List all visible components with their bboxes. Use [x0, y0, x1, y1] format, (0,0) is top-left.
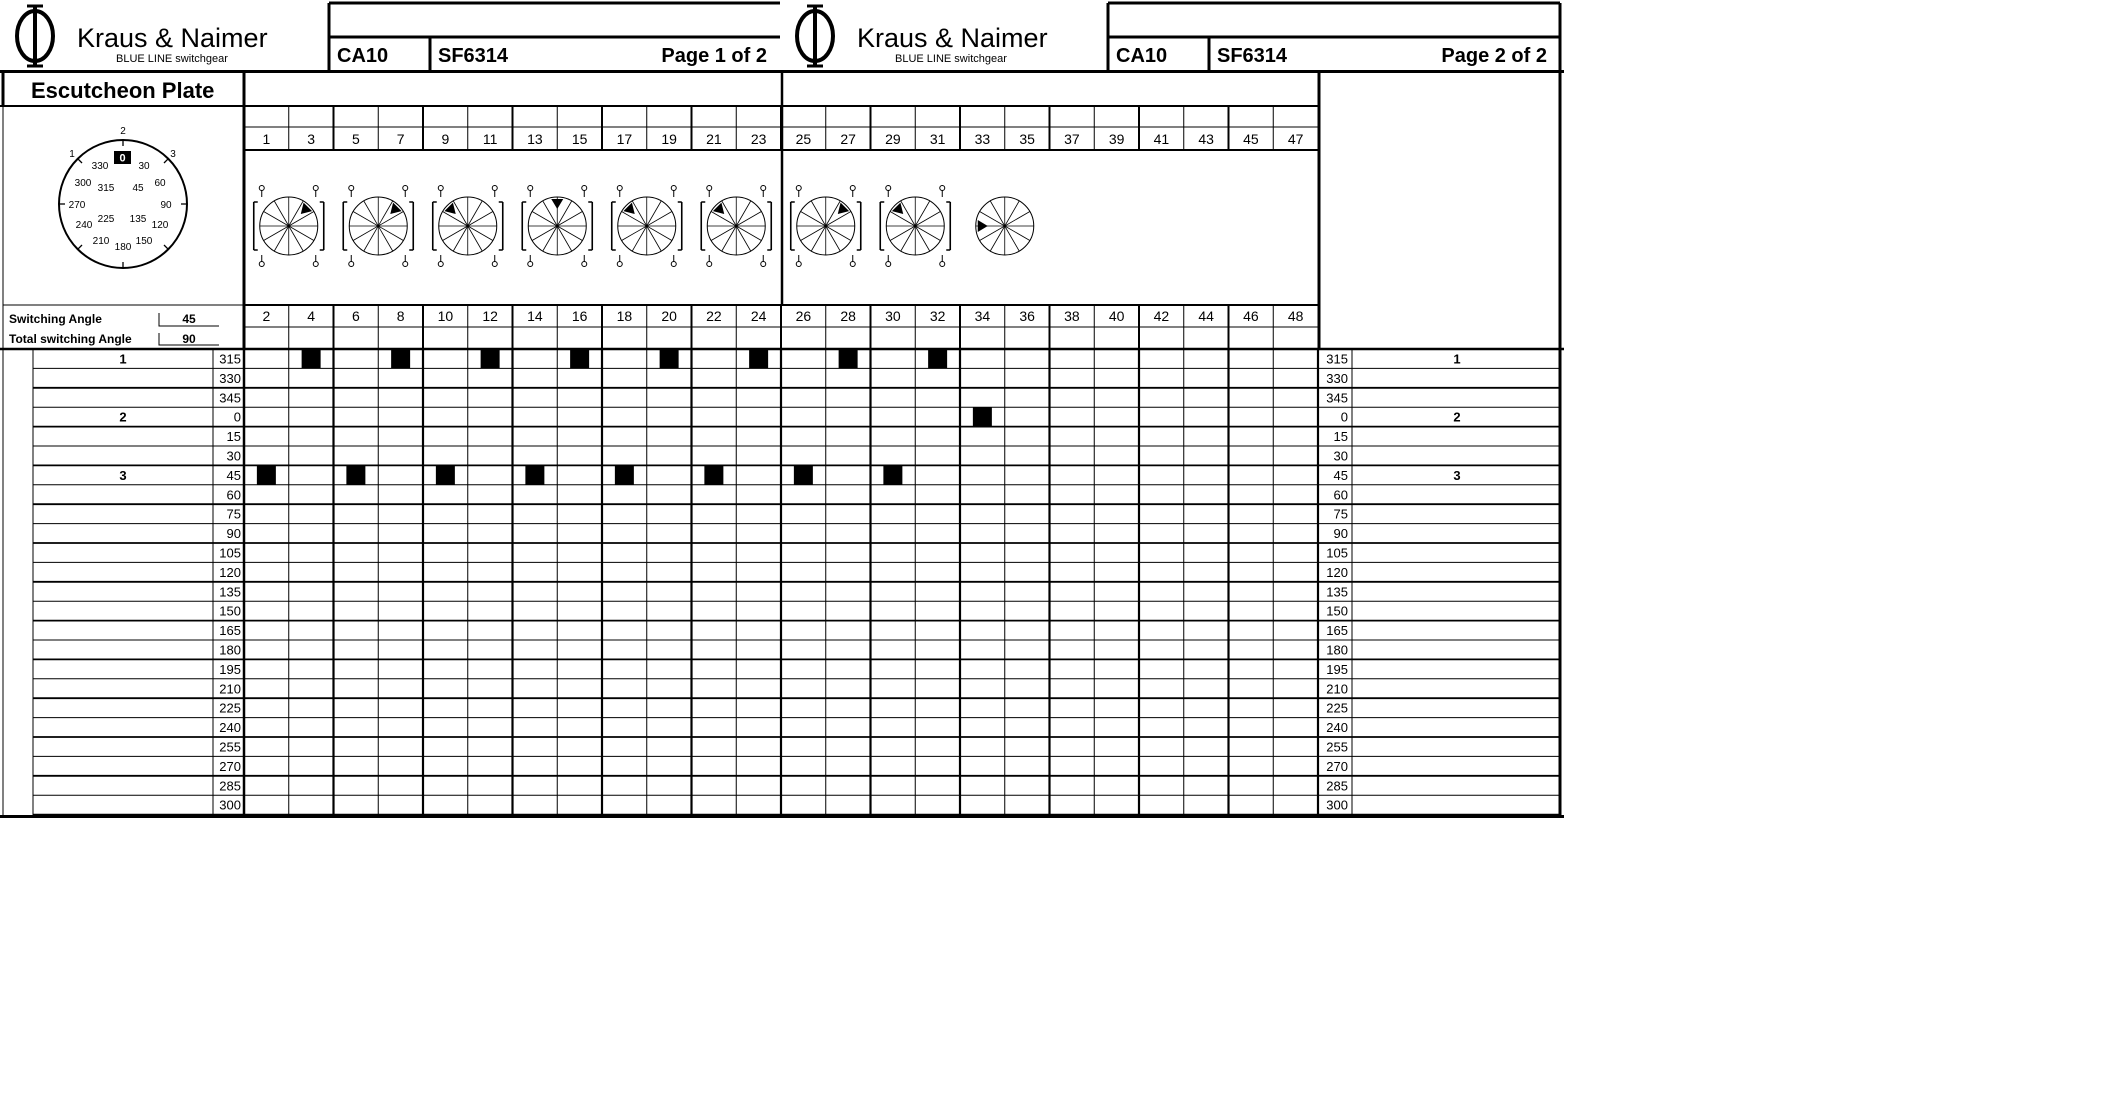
- closed-contact-mark: [928, 349, 947, 368]
- cam-icon: [880, 186, 950, 267]
- dial-angle-label: 135: [129, 214, 147, 225]
- terminal-number: 9: [441, 131, 450, 147]
- terminal-number: 13: [527, 131, 543, 147]
- row-angle-label: 135: [219, 584, 241, 600]
- closed-contact-mark: [346, 466, 365, 485]
- row-angle-label: 285: [1326, 778, 1348, 794]
- closed-contact-mark: [794, 466, 813, 485]
- row-angle-label: 15: [1333, 429, 1348, 445]
- cam-icon: [791, 186, 861, 267]
- terminal-number: 17: [616, 131, 633, 147]
- row-position-label: 1: [1453, 351, 1461, 367]
- row-angle-label: 75: [1333, 506, 1348, 522]
- row-angle-label: 150: [1326, 603, 1348, 619]
- terminal-number: 47: [1287, 131, 1304, 147]
- cam-icon: [701, 186, 771, 267]
- closed-contact-mark: [749, 349, 768, 368]
- brand-logo: [17, 6, 268, 66]
- cam-icon: [343, 186, 413, 267]
- row-position-label: 3: [119, 467, 127, 483]
- row-angle-label: 60: [226, 487, 241, 503]
- dial-angle-label: 330: [91, 161, 109, 172]
- closed-contact-mark: [615, 466, 634, 485]
- terminal-number: 30: [885, 308, 901, 324]
- dial-angle-label: 45: [132, 183, 144, 194]
- dial-angle-label: 210: [92, 236, 110, 247]
- page-label: Page 2 of 2: [1441, 45, 1547, 67]
- cam-icon: [976, 197, 1034, 255]
- dial-angle-label: 90: [160, 200, 172, 211]
- brand-name: Kraus & Naimer: [77, 23, 268, 53]
- row-angle-label: 225: [1326, 700, 1348, 716]
- closed-contact-marks: [257, 349, 992, 484]
- row-angle-label: 30: [1333, 448, 1348, 464]
- row-angle-label: 255: [1326, 739, 1348, 755]
- dial-position-label: 2: [120, 126, 126, 137]
- brand-logo: [797, 6, 1048, 66]
- cam-contact-symbols: [254, 186, 1034, 267]
- terminal-number: 31: [929, 131, 946, 147]
- switching-angle-value: 45: [182, 312, 196, 326]
- dial-angle-label: 30: [138, 161, 150, 172]
- terminal-number: 40: [1108, 308, 1125, 324]
- terminal-number: 48: [1287, 308, 1304, 324]
- dial-angle-label: 315: [97, 183, 115, 194]
- row-angle-label: 105: [219, 545, 241, 561]
- terminal-number: 27: [840, 131, 856, 147]
- terminal-number: 42: [1153, 308, 1170, 324]
- terminal-number: 21: [706, 131, 722, 147]
- dial-angle-label: 120: [151, 220, 169, 231]
- row-position-label: 1: [119, 351, 127, 367]
- terminal-number: 25: [795, 131, 812, 147]
- series-code: CA10: [1116, 45, 1168, 67]
- terminal-number: 41: [1153, 131, 1170, 147]
- escutcheon-dial: [59, 126, 187, 268]
- row-position-label: 3: [1453, 467, 1461, 483]
- row-angle-label: 240: [219, 720, 241, 736]
- terminal-number: 33: [974, 131, 991, 147]
- terminal-number: 23: [750, 131, 767, 147]
- row-angle-label: 330: [1326, 370, 1348, 386]
- row-angle-label: 345: [219, 390, 241, 406]
- closed-contact-mark: [973, 407, 992, 426]
- terminal-number: 4: [307, 308, 316, 324]
- terminal-number: 18: [616, 308, 633, 324]
- dial-position-label: 3: [170, 149, 176, 160]
- closed-contact-mark: [436, 466, 455, 485]
- terminal-number: 1: [262, 131, 271, 147]
- bottom-terminal-numbers: [262, 308, 1303, 324]
- closed-contact-mark: [704, 466, 723, 485]
- dial-angle-label: 240: [75, 220, 93, 231]
- terminal-number: 24: [750, 308, 767, 324]
- terminal-number: 8: [396, 308, 405, 324]
- row-angle-label: 345: [1326, 390, 1348, 406]
- row-angle-label: 165: [219, 623, 241, 639]
- row-position-label: 2: [1453, 409, 1461, 425]
- row-angle-label: 0: [233, 409, 241, 425]
- terminal-number: 28: [840, 308, 856, 324]
- terminal-number: 3: [307, 131, 316, 147]
- terminal-number: 37: [1064, 131, 1080, 147]
- row-angle-label: 15: [226, 429, 241, 445]
- terminal-number: 12: [482, 308, 498, 324]
- terminal-number: 6: [351, 308, 360, 324]
- terminal-number: 29: [885, 131, 901, 147]
- terminal-number: 11: [482, 131, 498, 147]
- terminal-number: 43: [1198, 131, 1214, 147]
- terminal-number: 5: [351, 131, 360, 147]
- row-angle-label: 30: [226, 448, 241, 464]
- switching-angle-label: Switching Angle: [9, 312, 102, 326]
- terminal-number: 7: [396, 131, 405, 147]
- series-code: CA10: [337, 45, 389, 67]
- cam-icon: [433, 186, 503, 267]
- row-angle-label: 120: [219, 564, 241, 580]
- terminal-number: 22: [706, 308, 722, 324]
- row-angle-label: 225: [219, 700, 241, 716]
- escutcheon-title: Escutcheon Plate: [31, 78, 215, 103]
- row-angle-label: 150: [219, 603, 241, 619]
- row-angle-label: 240: [1326, 720, 1348, 736]
- page-label: Page 1 of 2: [661, 45, 767, 67]
- cam-icon: [254, 186, 324, 267]
- terminal-number: 46: [1243, 308, 1259, 324]
- closed-contact-mark: [481, 349, 500, 368]
- row-angle-label: 45: [1333, 467, 1348, 483]
- closed-contact-mark: [525, 466, 544, 485]
- total-angle-label: Total switching Angle: [9, 332, 132, 346]
- row-angle-label: 315: [1326, 351, 1348, 367]
- brand-name: Kraus & Naimer: [857, 23, 1048, 53]
- dial-angle-label: 270: [68, 200, 86, 211]
- terminal-number: 44: [1198, 308, 1214, 324]
- closed-contact-mark: [257, 466, 276, 485]
- dial-angle-label: 150: [135, 236, 153, 247]
- row-angle-label: 45: [226, 467, 241, 483]
- row-angle-label: 90: [226, 526, 241, 542]
- row-angle-label: 330: [219, 370, 241, 386]
- terminal-number: 39: [1108, 131, 1125, 147]
- row-angle-label: 120: [1326, 564, 1348, 580]
- row-angle-label: 90: [1333, 526, 1348, 542]
- brand-tagline: BLUE LINE switchgear: [895, 53, 1007, 65]
- row-angle-label: 270: [1326, 758, 1348, 774]
- row-angle-label: 300: [219, 797, 241, 813]
- row-angle-label: 315: [219, 351, 241, 367]
- row-angle-label: 210: [1326, 681, 1348, 697]
- terminal-number: 14: [527, 308, 543, 324]
- terminal-number: 32: [929, 308, 946, 324]
- terminal-number: 20: [661, 308, 677, 324]
- cam-icon: [612, 186, 682, 267]
- total-angle-value: 90: [182, 332, 196, 346]
- dial-angle-label: 225: [97, 214, 115, 225]
- row-angle-label: 195: [1326, 661, 1348, 677]
- dial-zero-label: 0: [119, 152, 126, 165]
- terminal-number: 16: [571, 308, 588, 324]
- terminal-number: 15: [571, 131, 588, 147]
- row-angle-label: 285: [219, 778, 241, 794]
- dial-angle-label: 180: [114, 242, 132, 253]
- row-angle-label: 180: [219, 642, 241, 658]
- dial-angle-label: 60: [154, 178, 166, 189]
- terminal-number: 38: [1064, 308, 1080, 324]
- brand-tagline: BLUE LINE switchgear: [116, 53, 228, 65]
- terminal-number: 19: [661, 131, 677, 147]
- terminal-number: 36: [1019, 308, 1035, 324]
- cam-icon: [522, 186, 592, 267]
- closed-contact-mark: [660, 349, 679, 368]
- row-angle-label: 0: [1340, 409, 1348, 425]
- row-angle-label: 165: [1326, 623, 1348, 639]
- terminal-number: 2: [262, 308, 271, 324]
- part-number: SF6314: [1217, 45, 1288, 67]
- row-angle-label: 255: [219, 739, 241, 755]
- dial-angle-label: 300: [74, 178, 92, 189]
- row-angle-label: 270: [219, 758, 241, 774]
- closed-contact-mark: [570, 349, 589, 368]
- part-number: SF6314: [438, 45, 509, 67]
- terminal-number: 45: [1243, 131, 1259, 147]
- row-position-label: 2: [119, 409, 127, 425]
- terminal-number: 10: [437, 308, 454, 324]
- closed-contact-mark: [391, 349, 410, 368]
- row-angle-label: 105: [1326, 545, 1348, 561]
- dial-position-label: 1: [69, 149, 75, 160]
- row-angle-label: 135: [1326, 584, 1348, 600]
- row-angle-label: 210: [219, 681, 241, 697]
- escutcheon-panel: [0, 71, 1318, 348]
- terminal-number: 35: [1019, 131, 1035, 147]
- row-angle-label: 180: [1326, 642, 1348, 658]
- terminal-number: 34: [974, 308, 991, 324]
- closed-contact-mark: [839, 349, 858, 368]
- switching-angle-box: [9, 312, 219, 346]
- row-angle-label: 195: [219, 661, 241, 677]
- closed-contact-mark: [302, 349, 321, 368]
- closed-contact-mark: [883, 466, 902, 485]
- row-angle-label: 75: [226, 506, 241, 522]
- row-angle-label: 300: [1326, 797, 1348, 813]
- terminal-grid: [244, 71, 1560, 818]
- terminal-number: 26: [795, 308, 812, 324]
- row-angle-label: 60: [1333, 487, 1348, 503]
